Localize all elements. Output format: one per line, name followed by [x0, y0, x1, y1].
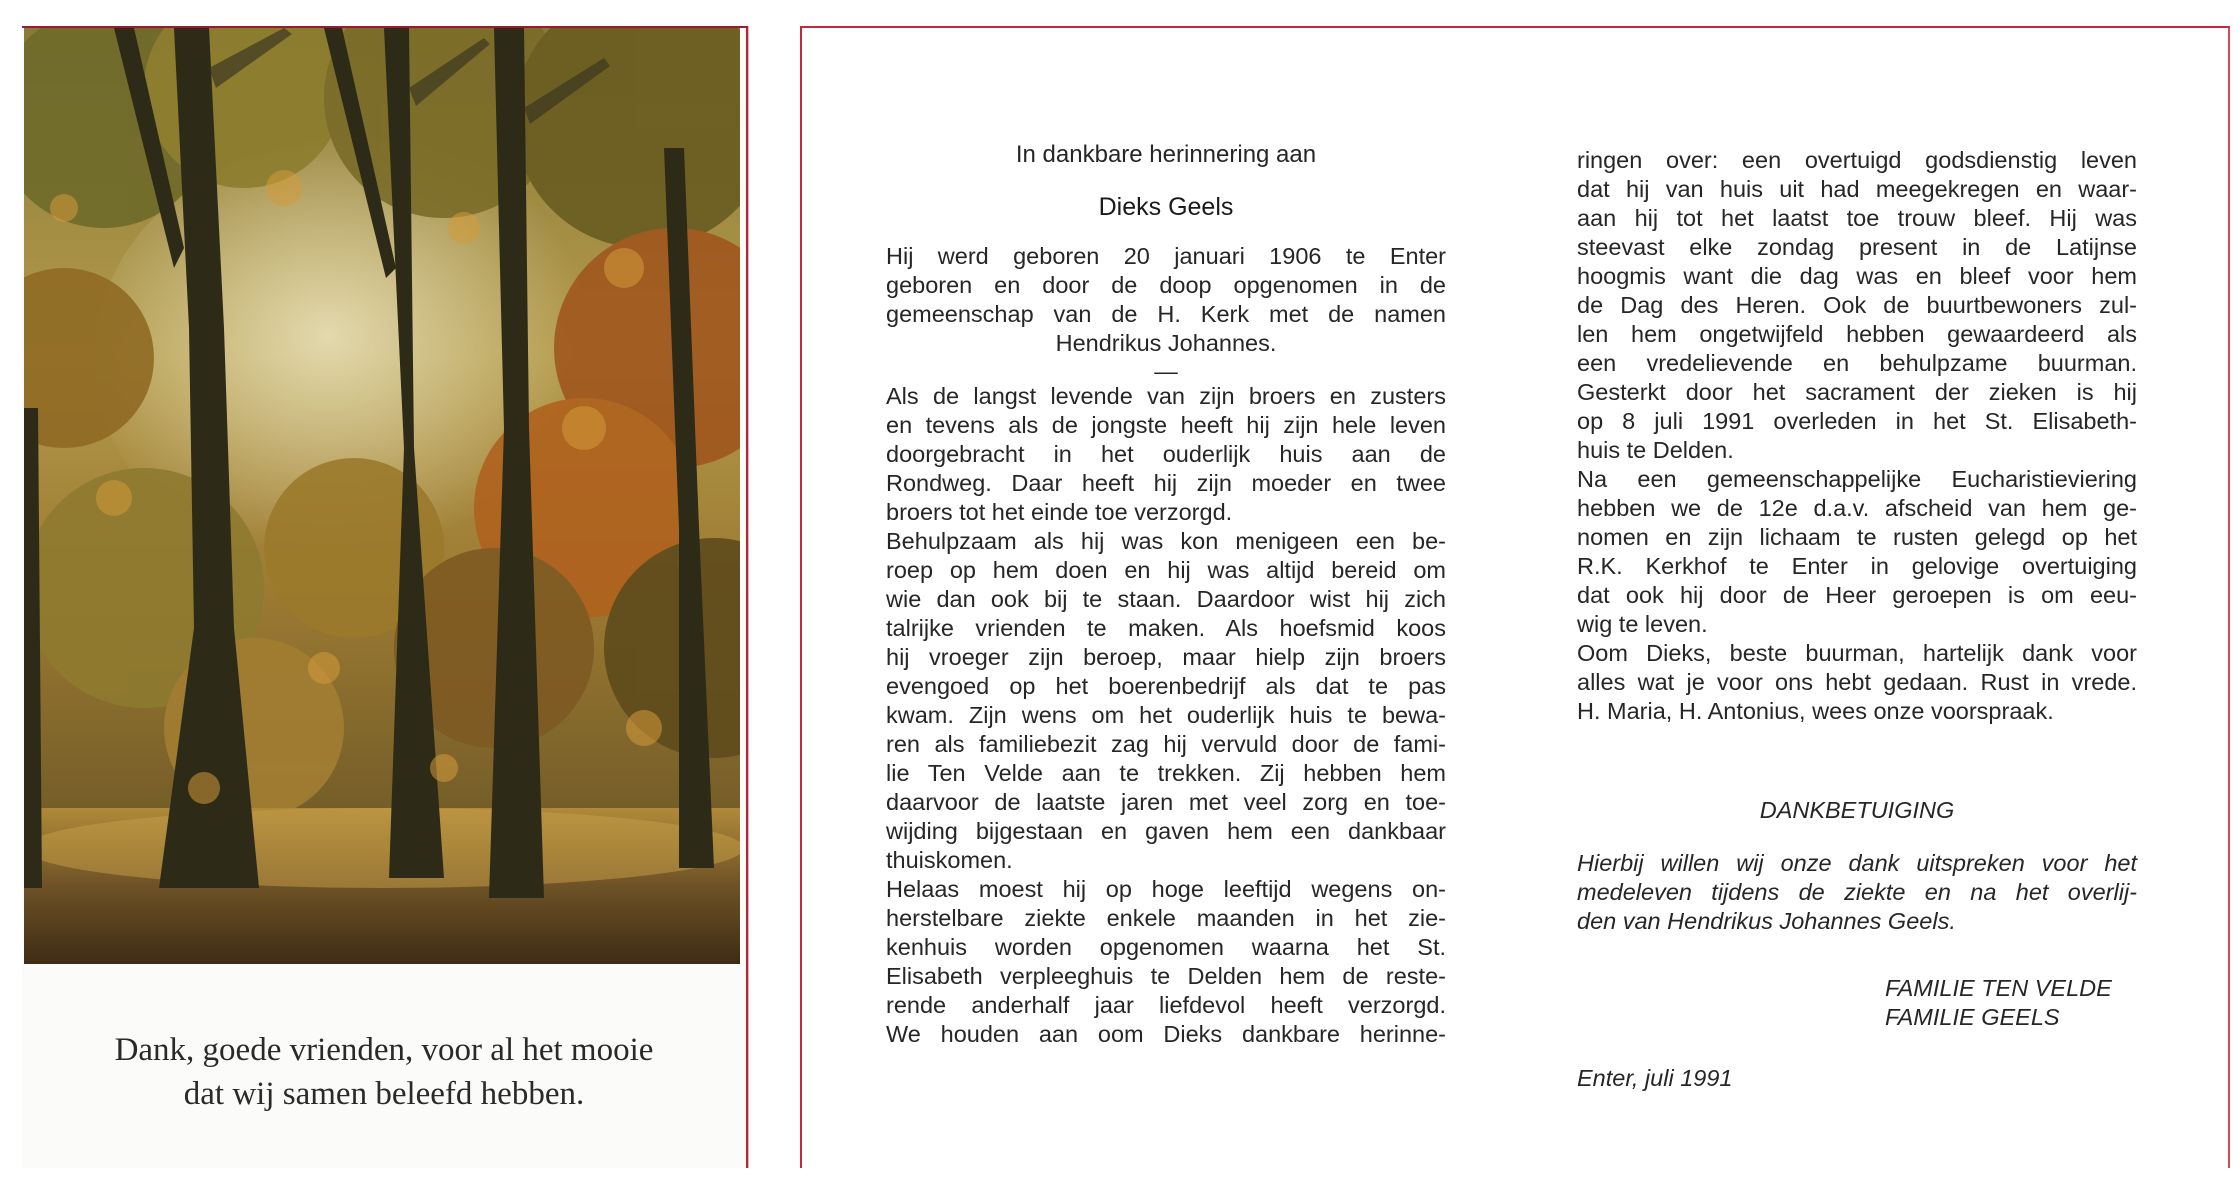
body-line: op 8 juli 1991 overleden in het St. Elisabeth- [1577, 408, 2137, 434]
body-line: steevast elke zondag present in de Latijnse [1577, 234, 2137, 260]
thanks-line: medeleven tijdens de ziekte en na het overlij- [1577, 879, 2137, 905]
body-line: dat ook hij door de Heer geroepen is om eeu- [1577, 582, 2137, 608]
birth-line: Hendrikus Johannes. [1055, 330, 1277, 356]
body-line: Gesterkt door het sacrament der zieken is hij [1577, 379, 2137, 405]
body-line: een vredelievende en behulpzame buurman. [1577, 350, 2137, 376]
body-line: R.K. Kerkhof te Enter in gelovige overtuiging [1577, 553, 2137, 579]
birth-line: Hij werd geboren 20 januari 1906 te Enter [886, 243, 1446, 269]
thanks-line: den van Hendrikus Johannes Geels. [1577, 908, 1956, 934]
body-line: broers tot het einde toe verzorgd. [886, 499, 1233, 525]
body-line: roep op hem doen en hij was altijd bereid om [886, 557, 1446, 583]
body-line: Helaas moest hij op hoge leeftijd wegens on- [886, 876, 1446, 902]
family-name: FAMILIE TEN VELDE [1885, 975, 2112, 1001]
body-line: wijding bijgestaan en gaven hem een dankbaar [886, 818, 1446, 844]
birth-line: geboren en door de doop opgenomen in de [886, 272, 1446, 298]
deceased-name: Dieks Geels [1098, 193, 1234, 221]
body-line: Rondweg. Daar heeft hij zijn moeder en twee [886, 470, 1446, 496]
body-line: evengoed op het boerenbedrijf als dat te pas [886, 673, 1446, 699]
body-line: huis te Delden. [1577, 437, 1734, 463]
body-line: Oom Dieks, beste buurman, hartelijk dank voor [1577, 640, 2137, 666]
body-line: wig te leven. [1577, 611, 1708, 637]
birth-line: gemeenschap van de H. Kerk met de namen [886, 301, 1446, 327]
body-line: daarvoor de laatste jaren met veel zorg en toe- [886, 789, 1446, 815]
right-card [800, 26, 2230, 1168]
place-date: Enter, juli 1991 [1577, 1065, 1733, 1091]
body-line: hebben we de 12e d.a.v. afscheid van hem ge- [1577, 495, 2137, 521]
verse-line-2: dat wij samen beleefd hebben. [183, 1076, 585, 1112]
verse-line-1: Dank, goede vrienden, voor al het mooie [114, 1032, 654, 1068]
body-line: rende anderhalf jaar liefdevol heeft verzorgd. [886, 992, 1446, 1018]
autumn-forest-image [24, 28, 740, 964]
body-line: wie dan ook bij te staan. Daardoor wist hij zich [886, 586, 1446, 612]
text-column-left [886, 140, 1446, 1049]
autumn-forest-photo [24, 28, 740, 964]
body-line: hoogmis want die dag was en bleef voor hem [1577, 263, 2137, 289]
body-line: len hem ongetwijfeld hebben gewaardeerd als [1577, 321, 2137, 347]
body-line: hij vroeger zijn beroep, maar hielp zijn broers [886, 644, 1446, 670]
body-line: Na een gemeenschappelijke Eucharistieviering [1577, 466, 2137, 492]
thanks-heading: DANKBETUIGING [1759, 797, 1955, 823]
body-line: herstelbare ziekte enkele maanden in het zie- [886, 905, 1446, 931]
text-column-right [1577, 146, 2137, 1093]
body-line: dat hij van huis uit had meegekregen en waar- [1577, 176, 2137, 202]
body-line: de Dag des Heren. Ook de buurtbewoners zul- [1577, 292, 2137, 318]
body-line: Als de langst levende van zijn broers en zusters [886, 383, 1446, 409]
body-line: talrijke vrienden te maken. Als hoefsmid koos [886, 615, 1446, 641]
body-line: alles wat je voor ons hebt gedaan. Rust in vrede. [1577, 669, 2137, 695]
body-line: nomen en zijn lichaam te rusten gelegd op het [1577, 524, 2137, 550]
body-line: kenhuis worden opgenomen waarna het St. [886, 934, 1446, 960]
body-line: We houden aan oom Dieks dankbare herinne- [886, 1021, 1446, 1047]
body-line: en tevens als de jongste heeft hij zijn hele leven [886, 412, 1446, 438]
body-line: Elisabeth verpleeghuis te Delden hem de reste- [886, 963, 1446, 989]
left-card [22, 26, 748, 1168]
body-line: Behulpzaam als hij was kon menigeen een be- [886, 528, 1446, 554]
body-line: ringen over: een overtuigd godsdienstig leven [1577, 147, 2137, 173]
body-line: thuiskomen. [886, 847, 1013, 873]
family-signature [1577, 974, 2137, 1032]
body-line: aan hij tot het laatst toe trouw bleef. Hij was [1577, 205, 2137, 231]
thanks-line: Hierbij willen wij onze dank uitspreken voor het [1577, 850, 2137, 876]
body-line: lie Ten Velde aan te trekken. Zij hebben hem [886, 760, 1446, 786]
intro-text: In dankbare herinnering aan [1015, 141, 1317, 168]
memorial-verse [22, 1028, 746, 1116]
body-line: doorgebracht in het ouderlijk huis aan de [886, 441, 1446, 467]
separator-dash: — [1154, 358, 1178, 384]
family-name: FAMILIE GEELS [1885, 1004, 2060, 1030]
body-line: H. Maria, H. Antonius, wees onze voorspraak. [1577, 698, 2054, 724]
body-line: ren als familiebezit zag hij vervuld door de fami- [886, 731, 1446, 757]
body-line: kwam. Zijn wens om het ouderlijk huis te bewa- [886, 702, 1446, 728]
